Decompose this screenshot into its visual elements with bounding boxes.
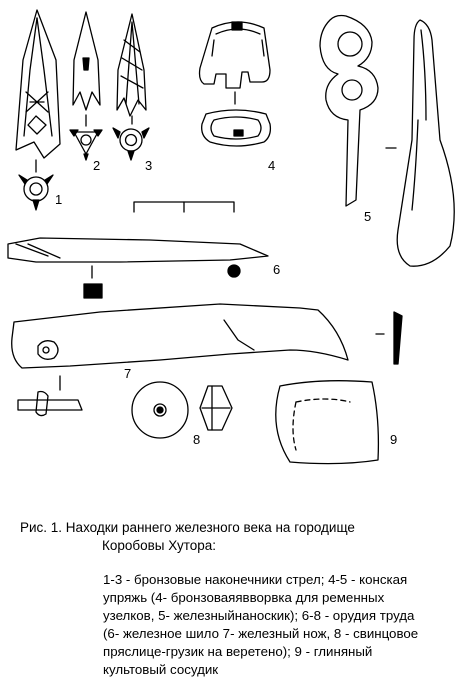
caption-title-line-2: Коробовы Хутора: [102,538,217,553]
caption-title-line-1: Рис. 1. Находки раннего железного века на городище [20,520,355,535]
legend-line-6: культовый сосудик [103,662,219,677]
legend-line-2: упряжь (4- бронзоваяявворвка для ременных [103,590,385,605]
awl-6-drawing [8,238,268,298]
legend-line-4: (6- железное шило 7- железный нож, 8 - свинцовое [103,626,419,641]
legend-line-1: 1-3 - бронзовые наконечники стрел; 4-5 - конская [103,572,408,587]
figure-label-6: 6 [273,262,281,277]
figure-label-4: 4 [268,158,276,173]
knife-7-drawing [12,304,402,416]
spindle-whorl-8-drawing [132,382,232,438]
arrowhead-3-drawing [113,14,149,160]
clay-vessel-9-drawing [276,381,379,464]
figure-label-9: 9 [390,432,398,447]
figure-label-8: 8 [193,432,201,447]
arrowhead-1-drawing [16,10,63,210]
legend-line-3: узелков, 5- железныйнаноскик); 6-8 - орудия труда [103,608,415,623]
figure-label-7: 7 [124,366,132,381]
figure-label-1: 1 [55,192,63,207]
figure-label-3: 3 [145,158,153,173]
legend-line-5: пряслице-грузик на веретено); 9 - глиняный [103,644,373,659]
scale-bar [134,202,234,212]
figure-caption-title [20,519,355,555]
bridle-fitting-4-drawing [200,22,271,146]
cheekpiece-5-drawing [320,16,454,267]
figure-label-2: 2 [93,158,101,173]
arrowhead-2-drawing [70,12,102,160]
figure-label-5: 5 [364,209,372,224]
figure-legend [103,571,418,679]
